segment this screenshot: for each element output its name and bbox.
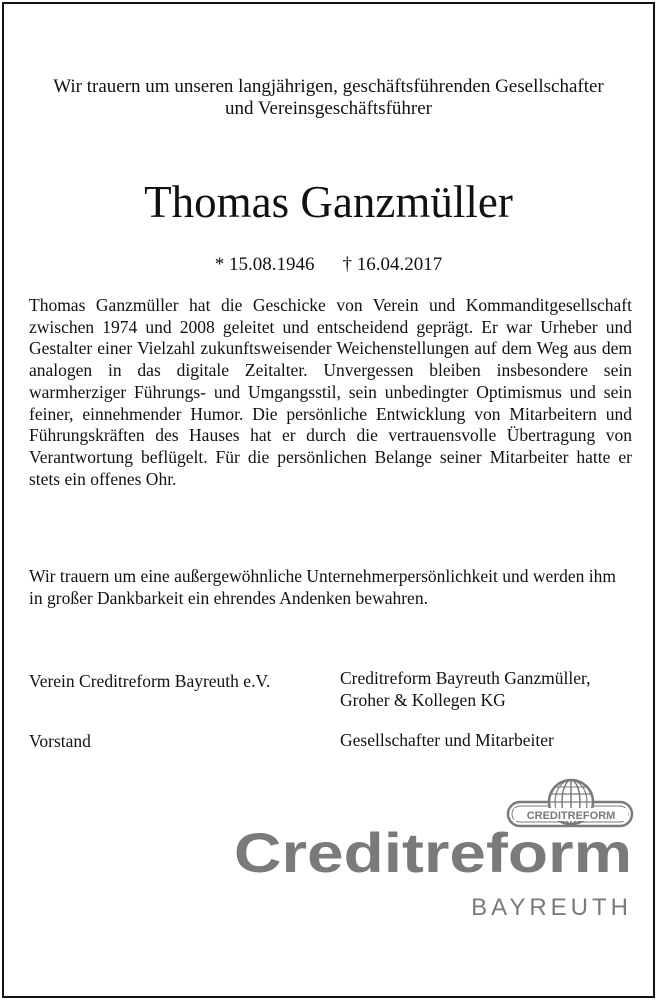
closing-paragraph: Wir trauern um eine außergewöhnliche Unternehmerpersönlichkeit und werden ihm in großer Dankbarkeit ein ehrendes Andenken bewahren.	[29, 566, 616, 608]
intro-line-2: und Vereinsgeschäftsführer	[225, 98, 432, 119]
death-date: † 16.04.2017	[342, 254, 443, 275]
biography-paragraph: Thomas Ganzmüller hat die Geschicke von Verein und Kommanditgesellschaft zwischen 1974 und 2008 geleitet und entscheidend geprägt. Er war Urheber und Gestalter einer Vielzahl zukunftsweisender Weichenstellungen auf dem Weg aus dem analogen in das digitale Zeitalter. Unvergessen bleiben insbesondere sein warmherziger Führungs- und Umgangsstil, sein unbedingter Optimismus und sein feiner, einnehmender Humor. Die persönliche Entwicklung von Mitarbeitern und Führungskräften des Hauses hat er durch die vertrauensvolle Übertragung von Verantwortung beflügelt. Für die persönlichen Belange seiner Mitarbeiter hatte er stets ein offenes Ohr.	[29, 295, 632, 489]
life-dates	[0, 254, 657, 276]
creditreform-logo	[230, 778, 638, 928]
deceased-name: Thomas Ganzmüller	[144, 177, 513, 227]
signature-left-role: Vorstand	[29, 731, 91, 751]
signature-right-role: Gesellschafter und Mitarbeiter	[340, 730, 554, 750]
signature-right-org-line-1: Creditreform Bayreuth Ganzmüller,	[340, 668, 591, 688]
globe-badge-icon	[508, 780, 632, 826]
creditreform-logo-graphic	[230, 778, 638, 928]
badge-text: CREDITREFORM	[526, 810, 616, 822]
signature-right-org-line-2: Groher & Kollegen KG	[340, 690, 506, 710]
birth-date: * 15.08.1946	[214, 254, 315, 275]
city-text: BAYREUTH	[471, 894, 632, 921]
signature-right-organization	[340, 667, 630, 711]
signature-left-organization: Verein Creditreform Bayreuth e.V.	[29, 671, 271, 691]
intro-text	[20, 76, 637, 120]
intro-line-1: Wir trauern um unseren langjährigen, geschäftsführenden Gesellschafter	[53, 76, 604, 97]
wordmark-text: Creditreform	[234, 821, 632, 884]
